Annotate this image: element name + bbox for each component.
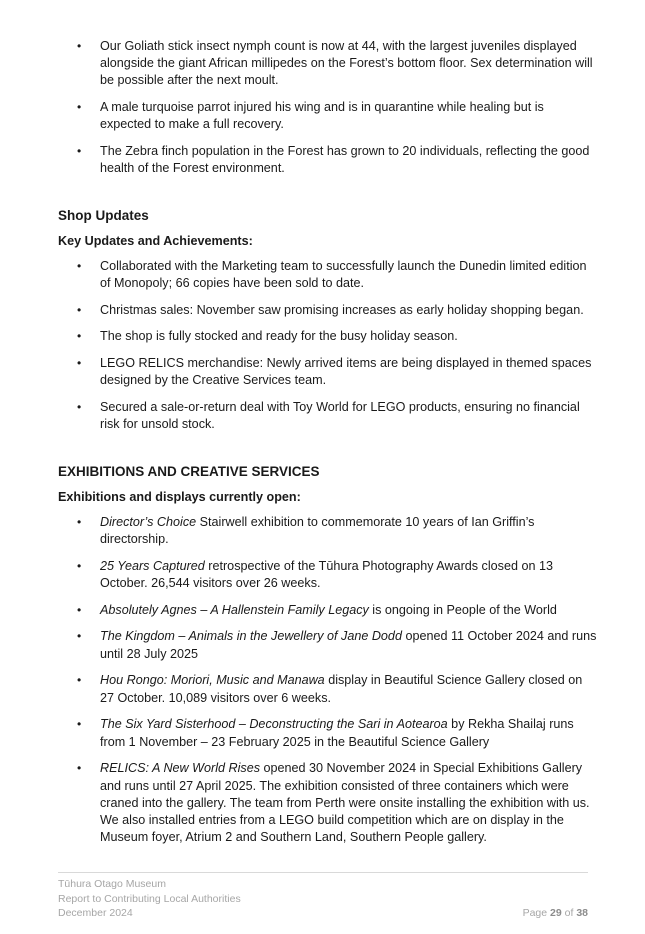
exhibition-description: by Rekha Shailaj runs from 1 November – 23 February 2025 in the Beautiful Science Gallery: [100, 717, 574, 749]
exhibitions-section-title: EXHIBITIONS AND CREATIVE SERVICES: [58, 463, 320, 479]
list-item: [58, 38, 598, 90]
list-item: [58, 628, 598, 662]
page-word: Page: [522, 907, 548, 919]
footer-org: Tūhura Otago Museum: [58, 878, 166, 890]
exhibition-description: Stairwell exhibition to commemorate 10 years of Ian Griffin’s directorship.: [100, 514, 535, 546]
bullet: •: [77, 100, 82, 115]
shop-list: [58, 258, 598, 434]
footer-date: December 2024: [58, 907, 133, 919]
list-item: [58, 602, 598, 619]
list-item-text: The Zebra finch population in the Forest has grown to 20 individuals, reflecting the good health of the Forest environment.: [100, 144, 590, 176]
exhibitions-subtitle: Exhibitions and displays currently open:: [58, 489, 301, 504]
list-item-text: Collaborated with the Marketing team to successfully launch the Dunedin limited edition of Monopoly; 66 copies have been sold to date.: [100, 258, 587, 290]
list-item: [58, 716, 598, 750]
bullet: •: [77, 717, 82, 732]
bullet: •: [77, 258, 82, 273]
list-item: [58, 355, 598, 389]
page-number: [523, 906, 588, 921]
bullet: •: [77, 602, 82, 617]
page-current: 29: [550, 907, 562, 919]
page-footer: [58, 872, 588, 921]
exhibition-title: The Kingdom – Animals in the Jewellery of Jane Dodd: [100, 629, 402, 644]
list-item: [58, 302, 598, 319]
bullet: •: [77, 629, 82, 644]
exhibition-title: Absolutely Agnes – A Hallenstein Family Legacy: [100, 602, 369, 617]
list-item: [58, 558, 598, 592]
exhibition-title: RELICS: A New World Rises: [100, 761, 261, 776]
exhibition-title: The Six Yard Sisterhood – Deconstructing the Sari in Aotearoa: [100, 717, 448, 732]
exhibition-description: display in Beautiful Science Gallery closed on 27 October. 10,089 visitors over 6 weeks.: [100, 673, 583, 705]
exhibition-description: is ongoing in People of the World: [368, 602, 557, 617]
list-item: [58, 760, 598, 846]
page-total: 38: [576, 907, 588, 919]
bullet: •: [77, 356, 82, 371]
bullet: •: [77, 302, 82, 317]
list-item-text: Secured a sale-or-return deal with Toy World for LEGO products, ensuring no financial risk for unsold stock.: [100, 400, 580, 432]
exhibitions-list: [58, 514, 598, 847]
list-item: [58, 672, 598, 706]
list-item-text: The shop is fully stocked and ready for the busy holiday season.: [100, 329, 458, 344]
bullet: •: [77, 329, 82, 344]
footer-report: Report to Contributing Local Authorities: [58, 892, 241, 905]
bullet: •: [77, 514, 82, 529]
exhibition-description: opened 11 October 2024 and runs until 28 July 2025: [100, 629, 597, 661]
list-item: [58, 514, 598, 548]
list-item-text: Our Goliath stick insect nymph count is now at 44, with the largest juveniles displayed alongside the giant African millipedes on the Forest’s bottom floor. Sex determination will be possible after the next moult.: [100, 39, 593, 88]
bullet: •: [77, 39, 82, 53]
bullet: •: [77, 144, 82, 159]
exhibition-title: Director’s Choice: [100, 514, 197, 529]
exhibition-description: retrospective of the Tūhura Photography Awards closed on 13 October. 26,544 visitors over 26 weeks.: [100, 558, 553, 590]
exhibition-description: opened 30 November 2024 in Special Exhibitions Gallery and runs until 27 April 2025. The exhibition consisted of three containers which were craned into the gallery. The team from Perth were onsite installing the exhibition with us. We also installed entries from a LEGO build competition which are on display in the Museum foyer, Atrium 2 and Southern Land, Southern People gallery.: [100, 761, 590, 845]
page-of: of: [564, 907, 574, 919]
list-item: [58, 143, 598, 177]
bullet: •: [77, 761, 82, 776]
page-content: [58, 38, 598, 856]
list-item: [58, 99, 598, 133]
forest-list: [58, 38, 598, 178]
exhibition-title: Hou Rongo: Moriori, Music and Manawa: [100, 673, 325, 688]
shop-section-title: Shop Updates: [58, 207, 149, 223]
shop-subtitle: Key Updates and Achievements:: [58, 233, 253, 248]
bullet: •: [77, 558, 82, 573]
list-item-text: LEGO RELICS merchandise: Newly arrived items are being displayed in themed spaces designed by the Creative Services team.: [100, 356, 592, 388]
list-item-text: Christmas sales: November saw promising increases as early holiday shopping began.: [100, 302, 584, 317]
list-item: [58, 258, 598, 292]
list-item-text: A male turquoise parrot injured his wing and is in quarantine while healing but is expected to make a full recovery.: [100, 100, 544, 132]
bullet: •: [77, 400, 82, 415]
list-item: [58, 328, 598, 345]
bullet: •: [77, 673, 82, 688]
exhibition-title: 25 Years Captured: [100, 558, 205, 573]
list-item: [58, 399, 598, 433]
